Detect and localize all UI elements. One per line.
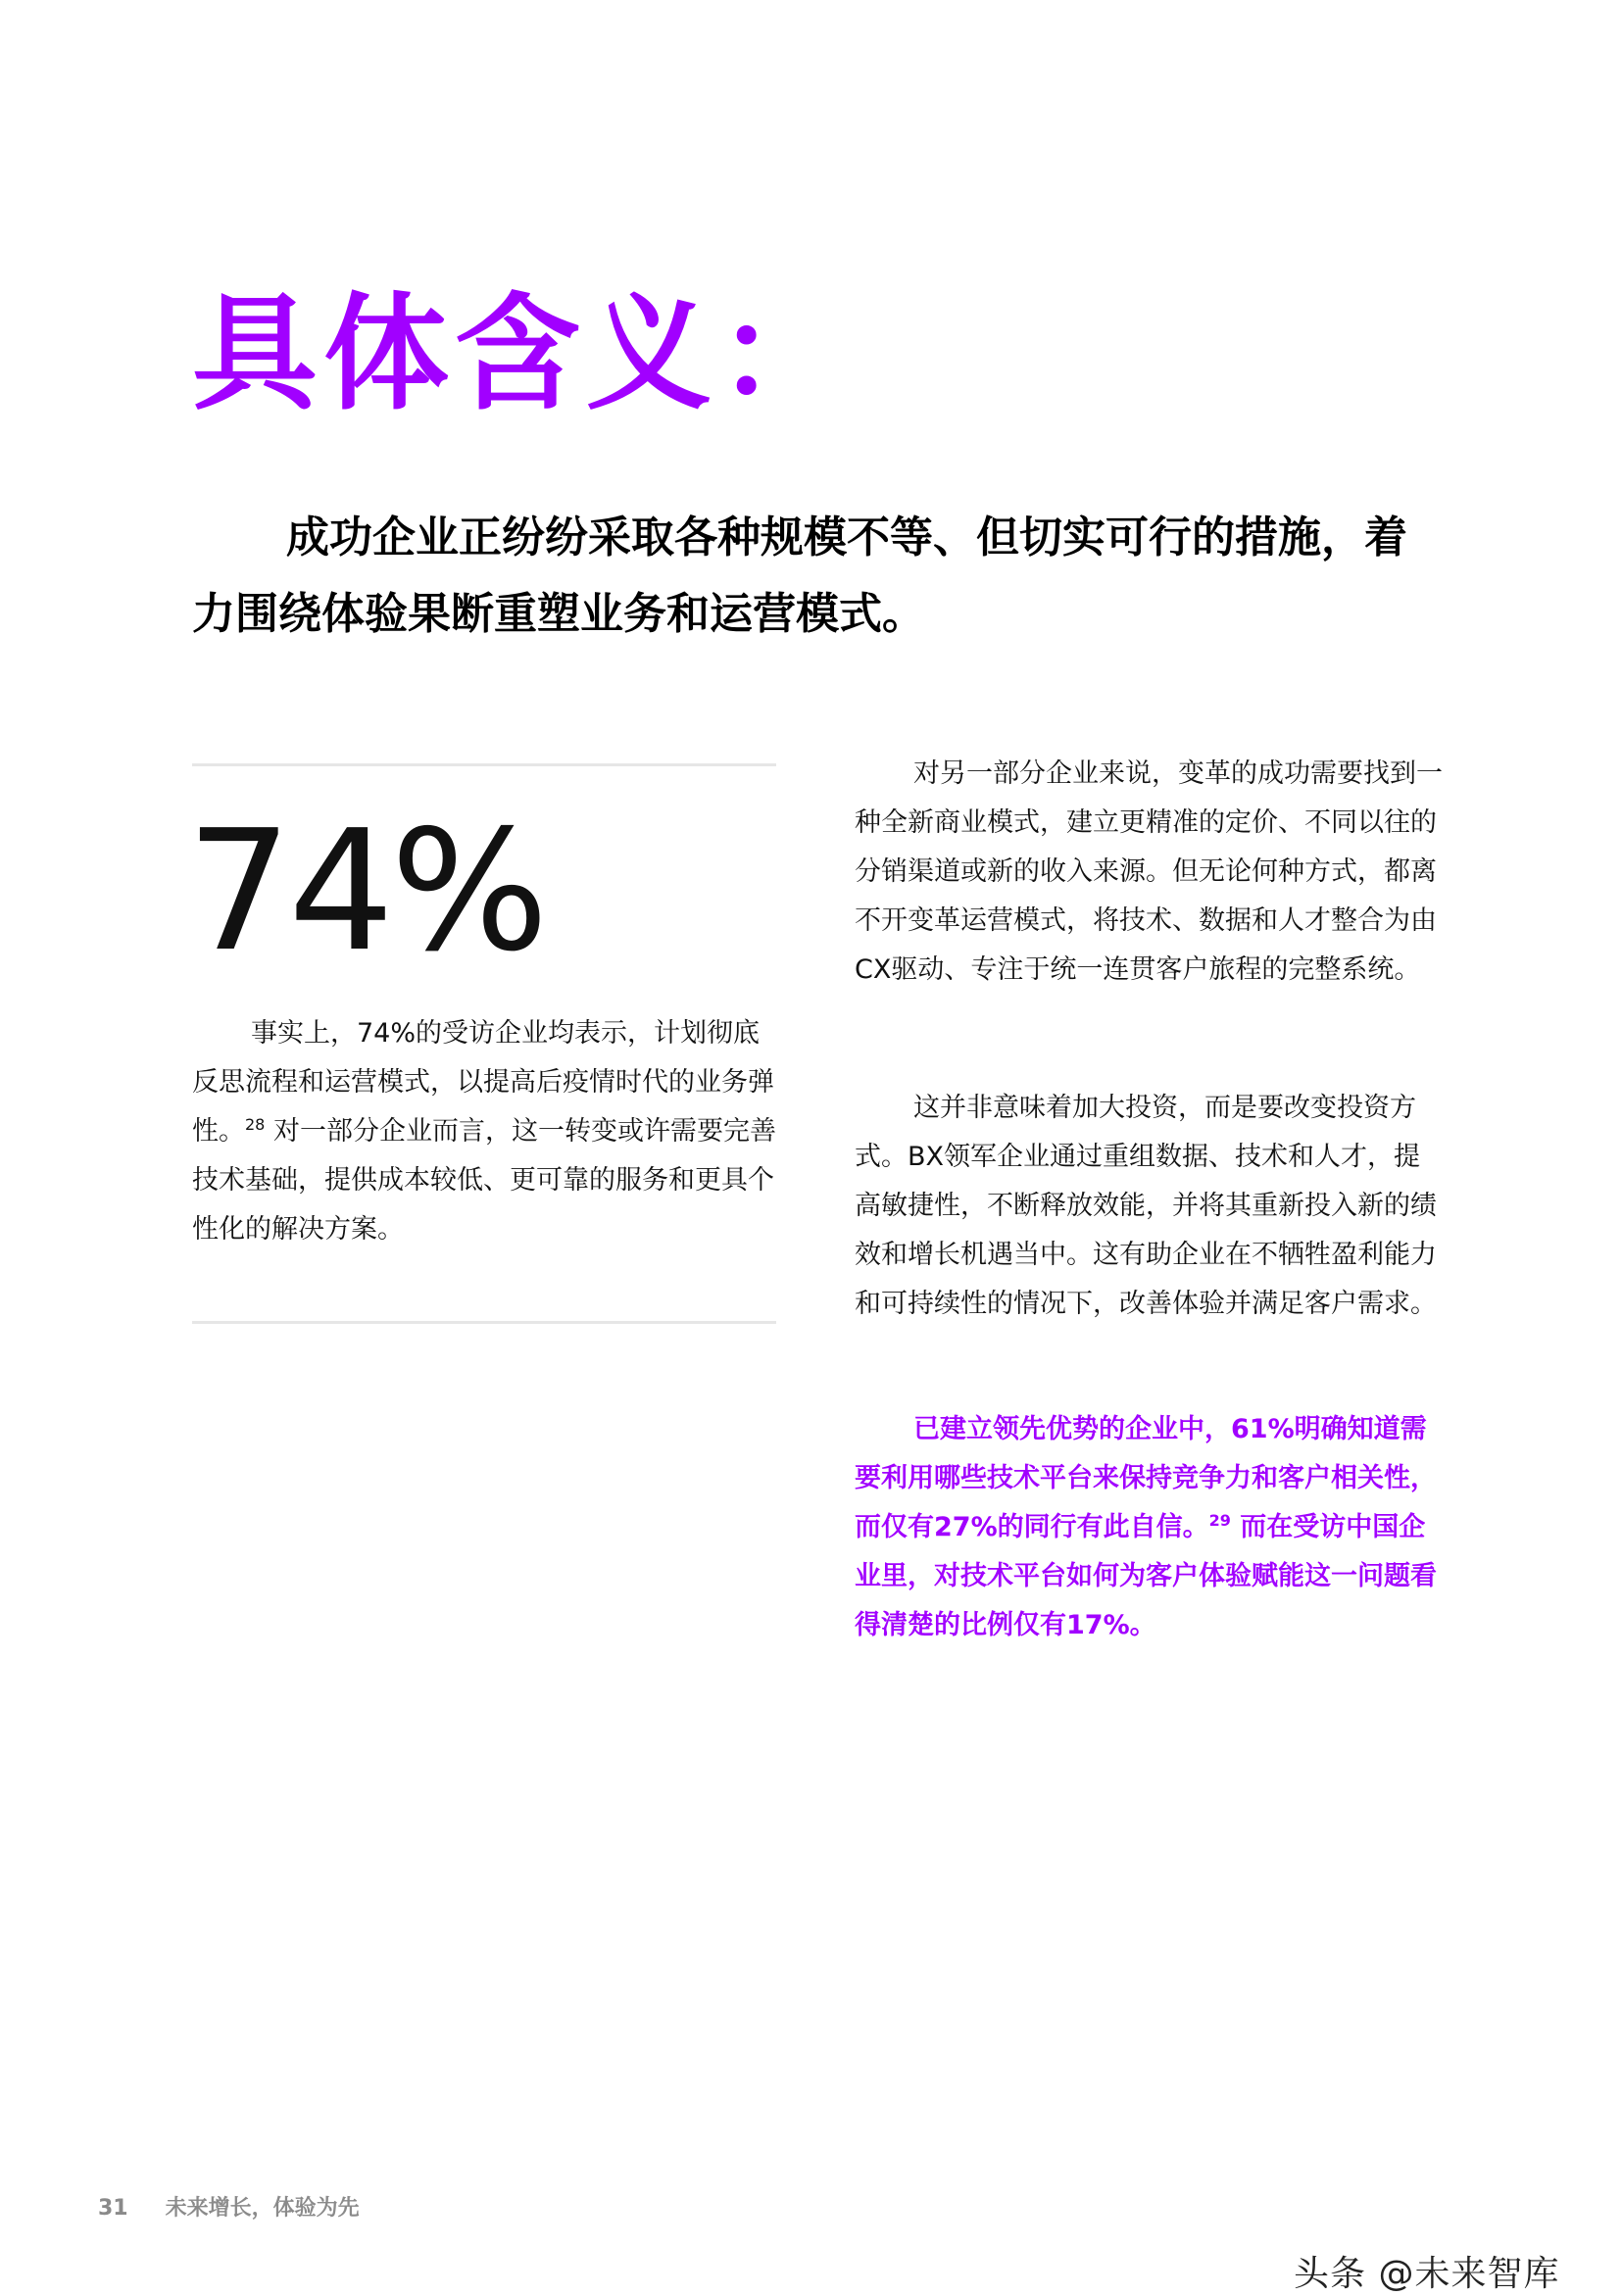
right-paragraph-2: 这并非意味着加大投资，而是要改变投资方式。BX领军企业通过重组数据、技术和人才，提高敏捷性，不断释放效能，并将其重新投入新的绩效和增长机遇当中。这有助企业在不牺牲盈利能力和可持续性的情况下，改善体验并满足客户需求。 — [855, 1093, 1437, 1319]
highlight-text-after: 而在受访中国企业里，对技术平台如何为客户体验赋能这一问题看得清楚的比例仅有17%。 — [855, 1512, 1437, 1640]
highlight-text-before: 已建立领先优势的企业中，61%明确知道需要利用哪些技术平台来保持竞争力和客户相关性，而仅有27%的同行有此自信。 — [855, 1414, 1437, 1542]
page-title: 具体含义： — [192, 281, 850, 427]
footer-report-title: 未来增长，体验为先 — [165, 2196, 360, 2221]
right-paragraph-1: 对另一部分企业来说，变革的成功需要找到一种全新商业模式，建立更精准的定价、不同以往的分销渠道或新的收入来源。但无论何种方式，都离不开变革运营模式，将技术、数据和人才整合为由CX驱动、专注于统一连贯客户旅程的完整系统。 — [855, 758, 1443, 985]
stat-text-before: 事实上，74%的受访企业均表示，计划彻底反思流程和运营模式，以提高后疫情时代的业务弹性。 — [192, 1018, 774, 1147]
lead-statement: 成功企业正纷纷采取各种规模不等、但切实可行的措施，着力围绕体验果断重塑业务和运营模式。 — [192, 513, 1407, 639]
stat-text-after: 对一部分企业而言，这一转变或许需要完善技术基础，提供成本较低、更可靠的服务和更具个性化的解决方案。 — [192, 1116, 776, 1245]
watermark: 头条 @未来智库 — [1294, 2254, 1560, 2294]
stat-paragraph — [192, 1009, 780, 1254]
footnote-29: 29 — [1208, 1511, 1231, 1530]
divider-top — [192, 763, 776, 766]
stat-value: 74% — [186, 795, 545, 989]
footnote-28: 28 — [245, 1115, 266, 1134]
divider-bottom — [192, 1321, 776, 1324]
page-number: 31 — [98, 2196, 128, 2221]
highlight-paragraph — [855, 1405, 1443, 1650]
page-footer — [98, 2191, 360, 2222]
